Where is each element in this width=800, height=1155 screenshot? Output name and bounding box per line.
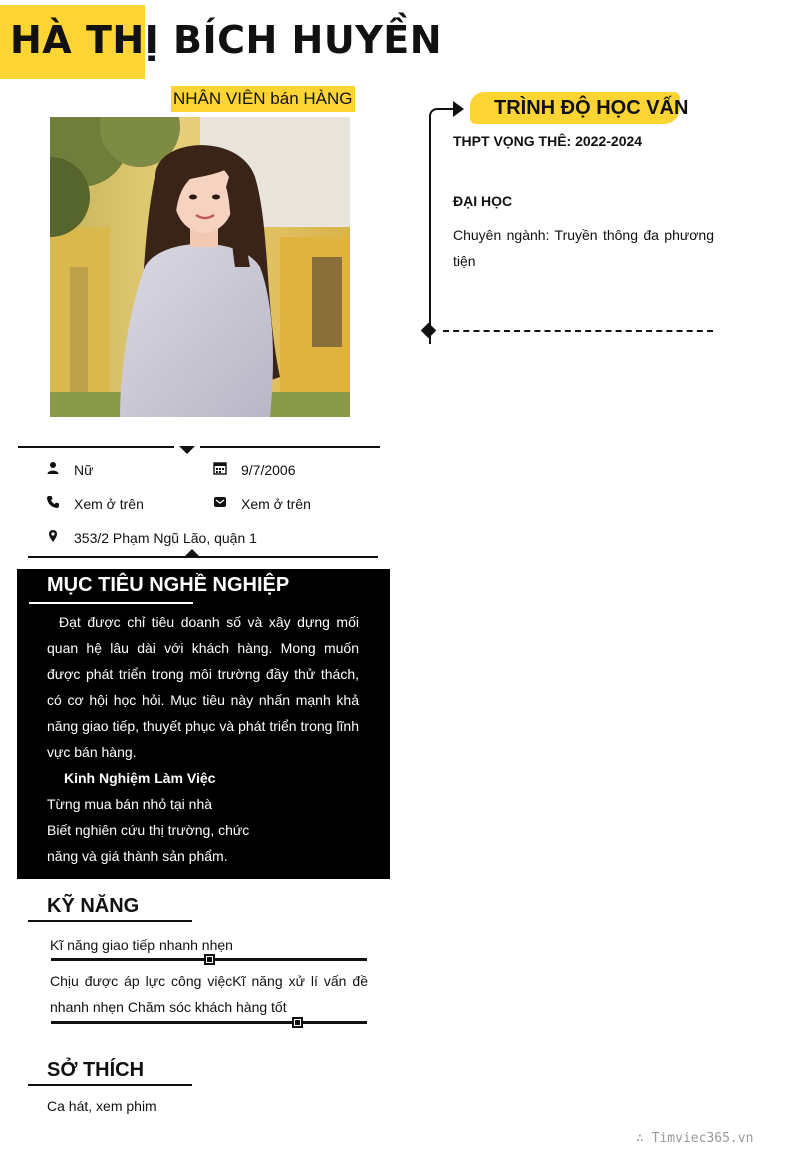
skill-label: Chịu được áp lực công việcKĩ năng xử lí vấn đề nhanh nhẹn Chăm sóc khách hàng tốt xyxy=(50,973,368,1015)
experience-title: Kinh Nghiệm Làm Việc xyxy=(64,770,216,786)
diamond-icon xyxy=(421,323,437,339)
birthday-value: 9/7/2006 xyxy=(241,462,296,478)
phone-icon xyxy=(46,495,60,509)
job-position: NHÂN VIÊN bán HÀNG xyxy=(171,86,355,112)
title-underline xyxy=(28,1084,192,1086)
career-objective-section xyxy=(17,569,390,879)
skill-label: Kĩ năng giao tiếp nhanh nhẹn xyxy=(50,937,233,953)
user-icon xyxy=(46,461,60,475)
skill-level-marker xyxy=(292,1017,303,1028)
arrow-right-icon xyxy=(453,101,464,117)
profile-photo xyxy=(50,117,350,417)
hobbies-text: Ca hát, xem phim xyxy=(47,1098,157,1114)
calendar-icon xyxy=(213,461,227,475)
phone-value: Xem ở trên xyxy=(74,496,144,512)
candidate-name: HÀ THỊ BÍCH HUYỀN xyxy=(10,18,442,62)
experience-line: Từng mua bán nhỏ tại nhà xyxy=(47,796,213,812)
objective-text: Đạt được chỉ tiêu doanh số và xây dựng mối quan hệ lâu dài với khách hàng. Mong muốn được phát triển trong môi trường đầy thử thách, có cơ hội học hỏi. Mục tiêu này nhấn mạnh khả năng giao tiếp, thuyết phục và phát triển trong lĩnh vực bán hàng. xyxy=(47,614,359,760)
envelope-icon xyxy=(213,495,227,509)
degree-entry: ĐẠI HỌC xyxy=(453,193,513,209)
title-underline xyxy=(28,920,192,922)
experience-line: Biết nghiên cứu thị trường, chức xyxy=(47,822,250,838)
experience-line: năng và giá thành sản phẩm. xyxy=(47,848,228,864)
title-underline xyxy=(29,602,193,604)
skill-bar xyxy=(51,1021,367,1024)
hobbies-title: SỞ THÍCH xyxy=(47,1059,145,1081)
divider xyxy=(28,556,378,558)
timeline-line xyxy=(429,118,431,344)
divider-notch xyxy=(184,549,200,557)
section-title: MỤC TIÊU NGHỀ NGHIỆP xyxy=(47,574,290,596)
map-pin-icon xyxy=(46,529,60,543)
dashed-divider xyxy=(443,330,713,332)
education-title: TRÌNH ĐỘ HỌC VẤN xyxy=(494,97,689,119)
address-value: 353/2 Phạm Ngũ Lão, quận 1 xyxy=(74,530,257,546)
email-value: Xem ở trên xyxy=(241,496,311,512)
school-entry: THPT VỌNG THÊ: 2022-2024 xyxy=(453,133,643,149)
major-entry: Chuyên ngành: Truyền thông đa phương tiện xyxy=(453,227,714,269)
gender-value: Nữ xyxy=(74,462,94,478)
watermark: ∴ Timviec365.vn xyxy=(636,1131,754,1146)
skills-title: KỸ NĂNG xyxy=(47,895,140,917)
header xyxy=(0,0,442,80)
skill-level-marker xyxy=(204,954,215,965)
divider-notch xyxy=(179,446,195,454)
